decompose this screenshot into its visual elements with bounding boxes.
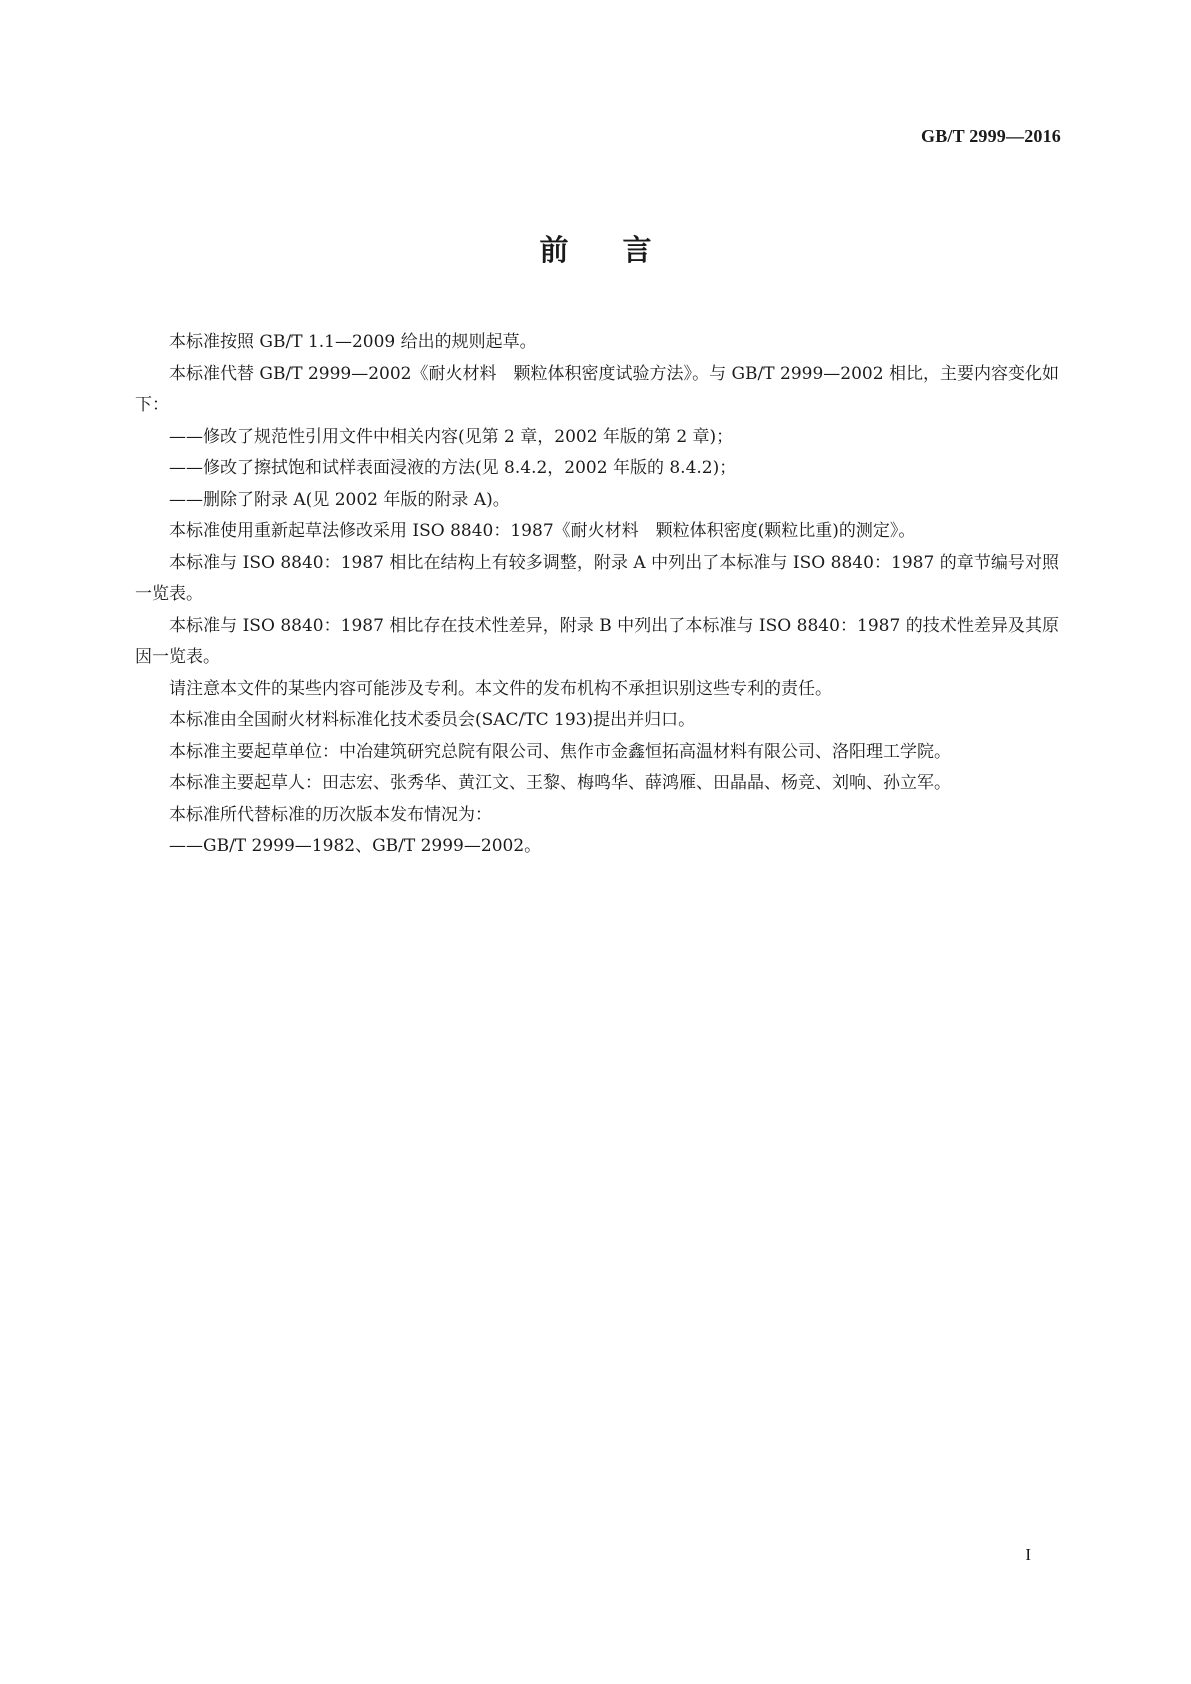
paragraph-version-history: 本标准所代替标准的历次版本发布情况为： xyxy=(169,804,492,825)
version-item: ——GB/T 2999—1982、GB/T 2999—2002。 xyxy=(169,836,542,856)
paragraph-iso-adoption: 本标准使用重新起草法修改采用 ISO 8840：1987《耐火材料 颗粒体积密度(颗粒比重)的测定》。 xyxy=(169,521,916,541)
change-item: ——删除了附录 A(见 2002 年版的附录 A)。 xyxy=(169,489,510,510)
paragraph-technical-difference: 本标准与 ISO 8840：1987 相比存在技术性差异，附录 B 中列出了本标准与 ISO 8840：1987 的技术性差异及其原因一览表。 xyxy=(135,615,1059,667)
paragraph-replacement: 本标准代替 GB/T 2999—2002《耐火材料 颗粒体积密度试验方法》。与 GB/T 2999—2002 相比，主要内容变化如下： xyxy=(135,363,1059,415)
paragraph-drafting-units: 本标准主要起草单位：中冶建筑研究总院有限公司、焦作市金鑫恒拓高温材料有限公司、洛阳理工学院。 xyxy=(169,741,951,762)
paragraph-patent-notice: 请注意本文件的某些内容可能涉及专利。本文件的发布机构不承担识别这些专利的责任。 xyxy=(169,678,832,699)
paragraph-drafting-rules: 本标准按照 GB/T 1.1—2009 给出的规则起草。 xyxy=(169,332,537,352)
paragraph-committee: 本标准由全国耐火材料标准化技术委员会(SAC/TC 193)提出并归口。 xyxy=(169,710,696,730)
paragraph-drafters: 本标准主要起草人：田志宏、张秀华、黄江文、王黎、梅鸣华、薛鸿雁、田晶晶、杨竞、刘响、孙立军。 xyxy=(169,773,951,793)
change-item: ——修改了规范性引用文件中相关内容(见第 2 章，2002 年版的第 2 章)； xyxy=(169,426,734,447)
page-number: I xyxy=(1025,1545,1031,1564)
change-item: ——修改了擦拭饱和试样表面浸液的方法(见 8.4.2，2002 年版的 8.4.2)； xyxy=(169,458,737,478)
standard-code: GB/T 2999—2016 xyxy=(921,126,1061,146)
page-title: 前言 xyxy=(539,233,706,267)
foreword-body xyxy=(135,327,1059,863)
paragraph-structure-difference: 本标准与 ISO 8840：1987 相比在结构上有较多调整，附录 A 中列出了本标准与 ISO 8840：1987 的章节编号对照一览表。 xyxy=(135,552,1059,604)
